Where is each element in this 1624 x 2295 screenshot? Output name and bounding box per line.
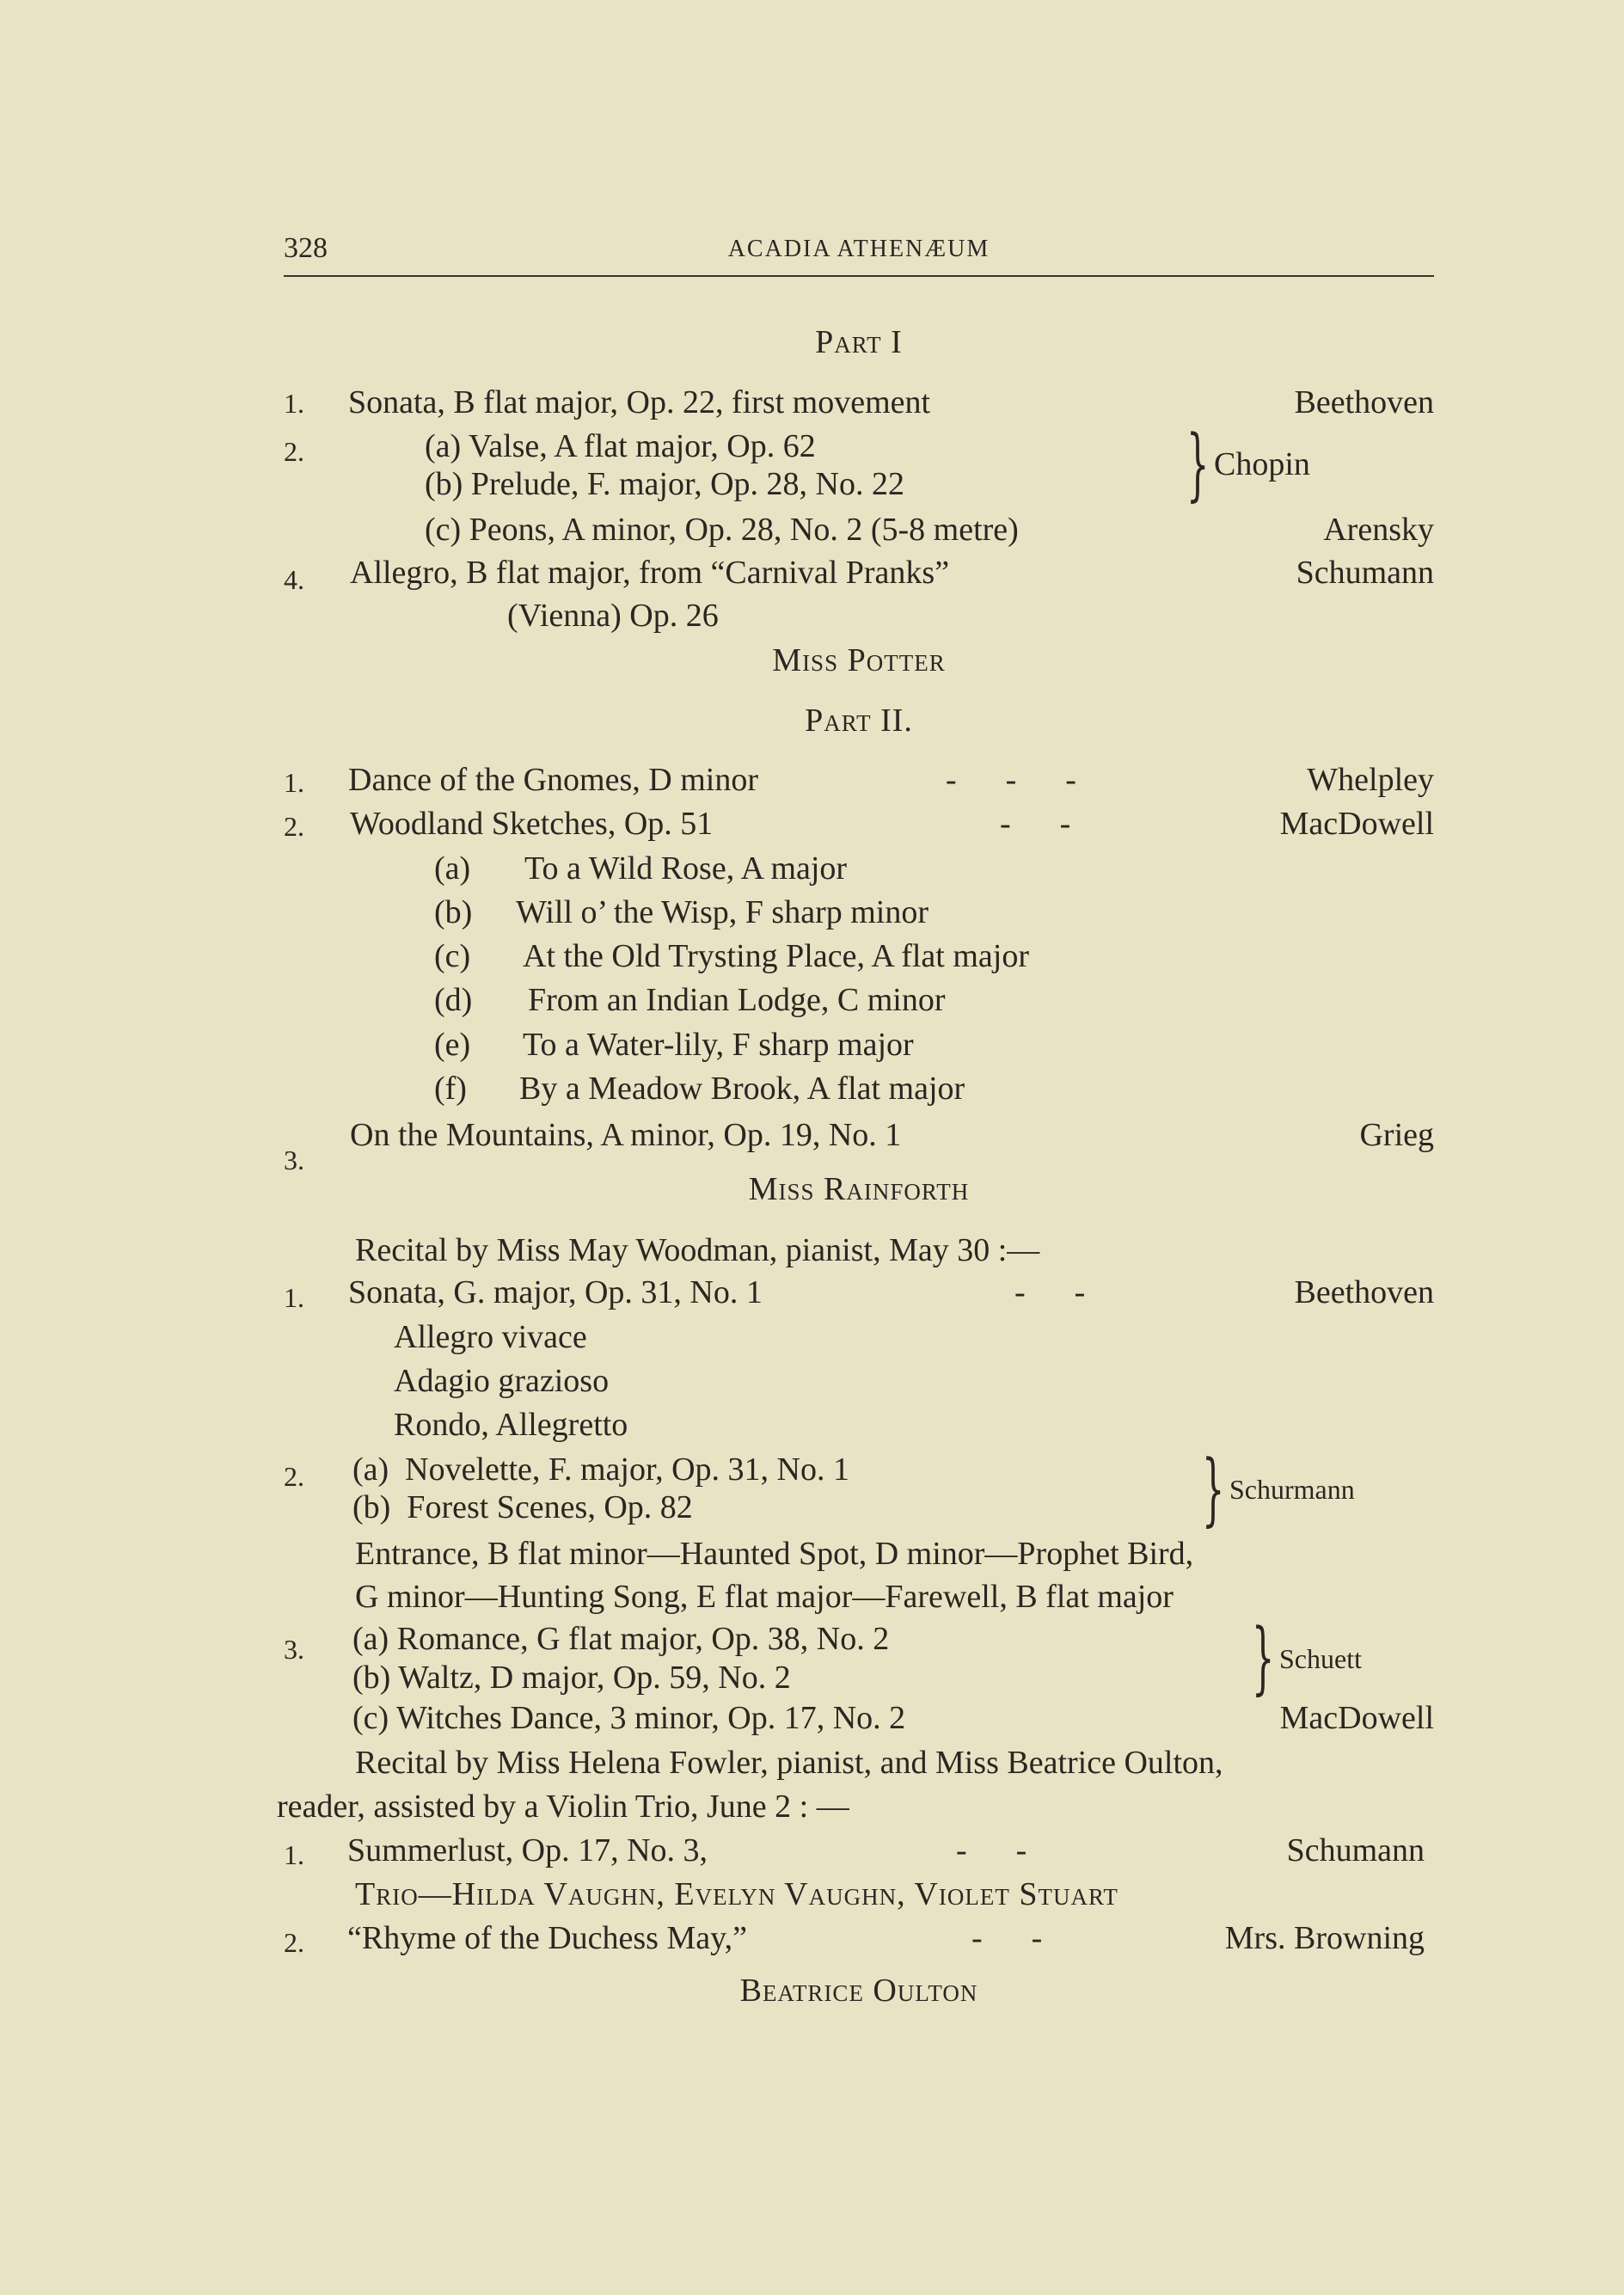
recital2-item3-sub-a: (a) Romance, G flat major, Op. 38, No. 2 (352, 1621, 890, 1657)
recital2-item2-number: 2. (284, 1461, 304, 1492)
recital2-item2-composer: Schurmann (1229, 1474, 1355, 1505)
page-header (284, 230, 1434, 277)
recital2-item2-scenes-line1: Entrance, B flat minor—Haunted Spot, D minor—Prophet Bird, (355, 1536, 1194, 1572)
sketch-f-label: (f) (434, 1071, 467, 1107)
recital2-item3-number: 3. (284, 1634, 304, 1665)
part2-item1-number: 1. (284, 767, 304, 798)
part2-item2-composer: MacDowell (1279, 806, 1434, 842)
recital2-item1-composer: Beethoven (1294, 1274, 1434, 1310)
brace-icon: } (1252, 1611, 1275, 1703)
recital2-item2-sub-a: (a) Novelette, F. major, Op. 31, No. 1 (352, 1451, 849, 1488)
recital3-intro-line1: Recital by Miss Helena Fowler, pianist, and Miss Beatrice Oulton, (355, 1745, 1223, 1781)
journal-title: ACADIA ATHENÆUM (727, 236, 990, 262)
recital3-item1-title: Summerlust, Op. 17, No. 3, (347, 1832, 708, 1869)
recital2-item1-dashes: - - (1014, 1274, 1086, 1310)
part2-item2-title: Woodland Sketches, Op. 51 (350, 806, 714, 842)
sketch-d-title: From an Indian Lodge, C minor (528, 982, 946, 1018)
part2-item2-dashes: - - (1000, 806, 1071, 842)
sketch-e-title: To a Water-lily, F sharp major (523, 1027, 914, 1063)
part1-item1-composer: Beethoven (1294, 384, 1434, 420)
page-number: 328 (284, 232, 328, 264)
sketch-a-title: To a Wild Rose, A major (524, 850, 848, 887)
recital3-intro-line2: reader, assisted by a Violin Trio, June 2 : — (277, 1789, 849, 1825)
recital3-item1-number: 1. (284, 1839, 304, 1870)
part1-item2-sub-b: (b) Prelude, F. major, Op. 28, No. 22 (425, 466, 904, 502)
trio-performers: Trio—Hilda Vaughn, Evelyn Vaughn, Violet Stuart (355, 1876, 1118, 1912)
part2-performer: Miss Rainforth (748, 1171, 970, 1207)
recital3-item2-dashes: - - (971, 1920, 1043, 1956)
recital2-item2-sub-b: (b) Forest Scenes, Op. 82 (352, 1489, 693, 1525)
movement-2: Adagio grazioso (394, 1363, 610, 1399)
part2-item2-number: 2. (284, 811, 304, 842)
recital2-item3-sub-c: (c) Witches Dance, 3 minor, Op. 17, No. 2 (352, 1700, 906, 1736)
part1-item2-number: 2. (284, 436, 304, 467)
sketch-a-label: (a) (434, 850, 471, 887)
brace-icon: } (1186, 418, 1210, 510)
recital3-item2-number: 2. (284, 1927, 304, 1958)
recital2-item3-sub-b: (b) Waltz, D major, Op. 59, No. 2 (352, 1660, 791, 1696)
part1-item4-title: Allegro, B flat major, from “Carnival Pranks” (350, 555, 950, 591)
part1-item2-sub-a: (a) Valse, A flat major, Op. 62 (425, 428, 816, 464)
sketch-c-title: At the Old Trysting Place, A flat major (523, 938, 1029, 974)
recital3-item2-title: “Rhyme of the Duchess May,” (347, 1920, 748, 1956)
part1-item4-composer: Schumann (1296, 555, 1434, 591)
part1-item3-composer: Arensky (1323, 512, 1434, 548)
recital2-item1-title: Sonata, G. major, Op. 31, No. 1 (348, 1274, 763, 1310)
part1-item2-composer: Chopin (1214, 446, 1310, 482)
recital2-item2-scenes-line2: G minor—Hunting Song, E flat major—Farewell, B flat major (355, 1579, 1174, 1615)
part2-item1-title: Dance of the Gnomes, D minor (348, 762, 758, 798)
part1-item3-title: (c) Peons, A minor, Op. 28, No. 2 (5-8 metre) (425, 512, 1019, 548)
part2-item1-dashes: - - - (946, 762, 1076, 798)
recital3-performer: Beatrice Oulton (739, 1973, 978, 2009)
sketch-e-label: (e) (434, 1027, 471, 1063)
part1-item4-continuation: (Vienna) Op. 26 (507, 598, 719, 634)
sketch-c-label: (c) (434, 938, 471, 974)
recital3-item1-composer: Schumann (1286, 1832, 1425, 1869)
recital2-item3-composer: Schuett (1279, 1643, 1362, 1674)
part2-item3-number: 3. (284, 1144, 304, 1175)
brace-icon: } (1202, 1443, 1225, 1535)
sketch-b-title: Will o’ the Wisp, F sharp minor (516, 894, 928, 930)
recital2-intro: Recital by Miss May Woodman, pianist, May 30 :— (355, 1232, 1040, 1268)
sketch-b-label: (b) (434, 894, 473, 930)
part1-performer: Miss Potter (772, 642, 946, 678)
recital3-item1-dashes: - - (956, 1832, 1027, 1869)
part1-item1-title: Sonata, B flat major, Op. 22, first movement (348, 384, 931, 420)
movement-1: Allegro vivace (394, 1319, 587, 1355)
recital3-item2-composer: Mrs. Browning (1224, 1920, 1425, 1956)
recital2-item3-c-composer: MacDowell (1279, 1700, 1434, 1736)
movement-3: Rondo, Allegretto (394, 1407, 628, 1443)
part2-item3-title: On the Mountains, A minor, Op. 19, No. 1 (350, 1117, 902, 1153)
sketch-f-title: By a Meadow Brook, A flat major (519, 1071, 965, 1107)
sketch-d-label: (d) (434, 982, 473, 1018)
recital2-item1-number: 1. (284, 1282, 304, 1313)
part2-item1-composer: Whelpley (1307, 762, 1434, 798)
part1-item4-number: 4. (284, 564, 304, 595)
part1-item1-number: 1. (284, 388, 304, 419)
part2-item3-composer: Grieg (1359, 1117, 1434, 1153)
part2-heading: Part II. (805, 703, 913, 739)
part1-heading: Part I (815, 324, 903, 360)
